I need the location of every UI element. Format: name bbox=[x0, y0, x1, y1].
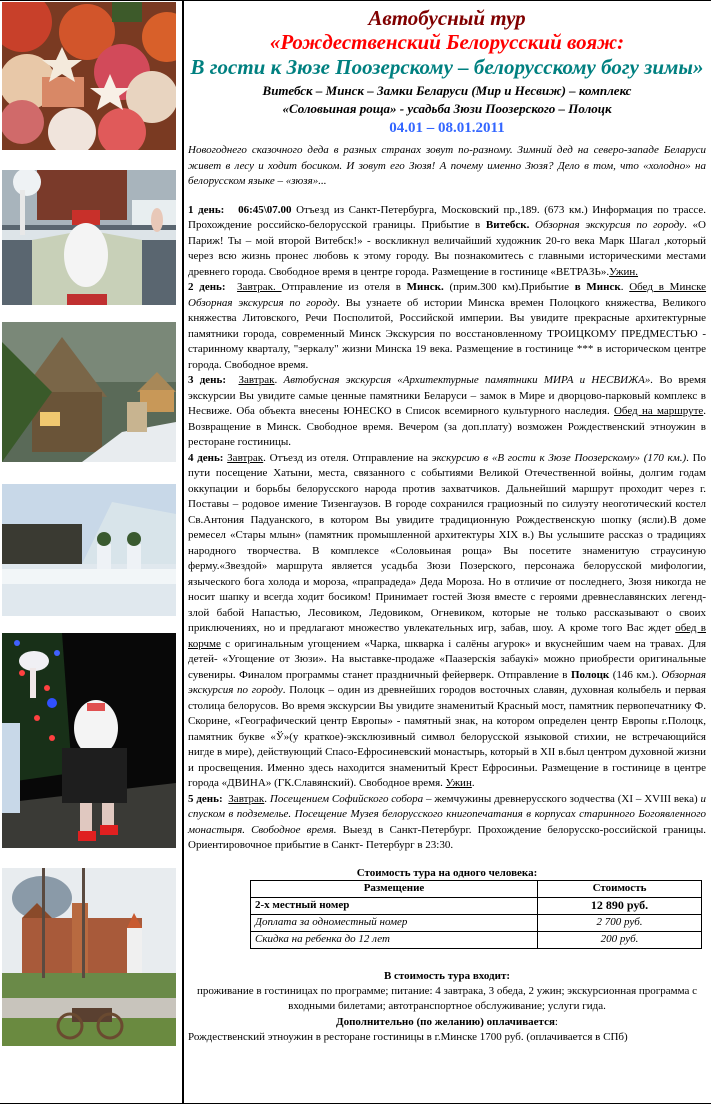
price-row-label: Скидка на ребенка до 12 лет bbox=[251, 931, 538, 948]
photo-wooden-huts bbox=[2, 322, 176, 462]
day-2-breakfast: Завтрак. bbox=[237, 281, 282, 293]
extra-text: Рождественский этноужин в ресторане гостиницы в г.Минске 1700 руб. (оплачивается в СПб) bbox=[188, 1030, 628, 1043]
included-title: В стоимость тура входит: bbox=[383, 969, 511, 982]
day-5-text: – жемчужины древнерусского зодчества (XI – XVIII века) bbox=[423, 792, 701, 805]
day-1-time: 06:45\07.00 bbox=[238, 203, 292, 216]
photo-christmas-cookies bbox=[2, 2, 176, 150]
day-3-text: Во время экскурсии Вы увидите самые ценные памятники Беларуси – замок в Мире и дворцово-парковый комплекс в Несвиже. Оба объекта внесены ЮНЕСКО в Список всемирного культурного наследия. bbox=[188, 374, 707, 417]
title-tour-subtitle: В гости к Зюзе Поозерскому – белорусскому богу зимы» bbox=[190, 55, 704, 79]
price-row-value: 200 руб. bbox=[538, 931, 702, 948]
price-row bbox=[251, 914, 702, 931]
content-column bbox=[186, 0, 708, 1104]
day-4-text: . Отъезд из отеля. Отправление на bbox=[263, 451, 432, 464]
day-1-label: 1 день: bbox=[188, 203, 225, 216]
day-5-text-2: Выезд в Санкт-Петербург. Прохождение белорусско-российской границы. Ориентировочное прибытие в Санкт- Петербург в 23:30. bbox=[188, 823, 706, 851]
price-row-label: Доплата за одноместный номер bbox=[251, 914, 538, 931]
photo-mir-castle bbox=[2, 868, 176, 1046]
extra-title bbox=[186, 1015, 708, 1030]
photo-column bbox=[0, 0, 184, 1104]
day-1-text-2: . «О Париж! Ты – мой второй Витебск!» - воскликнул величайший художник 20-го века Марк Шагал ,который через всю жизнь пронес любовь к этому городу. Вы познакомитесь с главными историческими местами древнего города. Свободное время в центре города. Размещение в гостинице «ВЕТРАЗЬ». bbox=[188, 219, 706, 278]
price-row bbox=[251, 897, 702, 914]
day-4-text-5: . Полоцк – один из древнейших городов восточных славян, духовная колыбель и первая столица белорусов. Во время экскурсии Вы увидите знаменитый Красный мост, памятник первопечатнику Ф. Скорине, «Географический центр Европы» - памятный знак, на котором определен центр Европы г.Полоцк, памятник букве «Ў»(у краткое)-эксклюзивный символ белорусской языковой стихии, не встречающийся нигде в мире), действующий Спасо-Ефросиневский монастырь, который в XII в.был центром духовной жизни и просвещения. Именно здесь находится знаменитый Крест Ефросиньи. Размещение в гостинице в центре города «ДВИНА» (ГК.Славянский). Свободное время. bbox=[188, 684, 706, 789]
day-5-excursion: Посещением Софийского собора bbox=[269, 792, 424, 805]
tour-dates: 04.01 – 08.01.2011 bbox=[389, 120, 505, 136]
price-header-row bbox=[251, 880, 702, 897]
day-4-text-4: (146 км.). bbox=[609, 668, 662, 681]
day-5-breakfast: Завтрак bbox=[228, 792, 265, 805]
day-4: 4 день: Завтрак. Отъезд из отеля. Отправление на экскурсию в «В гости к Зюзе Поозерскому» (170 км.). По пути посещение Хатыни, места, связанного с событиями Великой Отечественной войны, долгим годам оккупации и борьбы белорусского народа против захватчиков. Дальнейший маршрут проходит через г. Поставы – родовое имение Тизенгаузов. В городе сохранился грациозный по силуэту неоготический костел Св.Антония Падуанского, в котором Вы увидите традиционную Рождественскую шопку (ясли).В доме ремесел «Стары млын» (памятник промышленной архитектуры XIX в.) Вы услышите рассказ о традициях народного творчества. В комплексе «Соловьиная роща» Вы посетите знаменитую страусиную ферму.«Звездой» маршрута является усадьба Зюзи Позерского, персонажа белорусской мифологии, языческого бога холода и мороза, «прапрадеда» Деда Мороза. Но в отличие от последнего, Зюзя никогда не носит шапку и всегда ходит босиком! Принимает гостей Зюзя вместе с героями древнеславянских легенд- злой бабой Напастью, Лесовиком, Ледовиком, Огневиком, которые не только рассказывают о своих приключениях, но и предлагают множество увлекательных игр, забав, шоу. А кроме того Вас ждет обед в корчме с оригинальным угощением «Чарка, шкварка і салёны агурок» и вкуснейшим чаем на травах. Для детей- «Угощение от Зюзи». На выставке-продаже «Паазерскія забаукі» можно приобрести оригинальные сувениры. Финалом программы станет праздничный фейерверк. Отправление в Полоцк (146 км.). Обзорная экскурсия по городу. Полоцк – один из древнейших городов восточных славян, духовная колыбель и первая столица белорусов. Во время экскурсии Вы увидите знаменитый Красный мост, памятник первопечатнику Ф. Скорине, «Географический центр Европы» - памятный знак, на котором определен центр Европы г.Полоцк, памятник букве «Ў»(у краткое)-эксклюзивный символ белорусской языковой стихии, не встречающийся нигде в мире), действующий Спасо-Ефросиневский монастырь, который в XII в.был центром духовной жизни и просвещения. Именно здесь находится знаменитый Крест Ефросиньи. Размещение в гостинице в центре города «ДВИНА» (ГК.Славянский). Свободное время. Ужин. bbox=[188, 451, 707, 789]
day-4-breakfast: Завтрак bbox=[227, 451, 264, 464]
day-5 bbox=[188, 792, 706, 854]
price-header-accommodation: Размещение bbox=[251, 880, 538, 897]
day-2-label: 2 день: bbox=[188, 281, 226, 293]
day-4-dinner: Ужин bbox=[445, 777, 472, 789]
day-3-text-2: . Возвращение в Минск. Свободное время. Вечером (за доп.плату) возможен Рождественский этноужин в ресторане гостиницы. bbox=[188, 405, 707, 448]
day-2 bbox=[188, 280, 706, 373]
day-5-sep: . bbox=[264, 792, 270, 805]
day-4-excursion: экскурсию в «В гости к Зюзе Поозерскому» (170 км.) bbox=[431, 451, 687, 464]
day-4-label: 4 день: bbox=[188, 451, 224, 464]
photo-ice-sculptures bbox=[2, 484, 176, 616]
day-1 bbox=[188, 203, 706, 281]
day-2-lunch: Обед в Минске bbox=[629, 281, 707, 293]
day-5-label: 5 день: bbox=[188, 792, 223, 805]
itinerary bbox=[188, 203, 706, 854]
day-2-text-3: . bbox=[620, 281, 630, 293]
price-header-cost: Стоимость bbox=[538, 880, 702, 897]
day-3-excursion: Автобусная экскурсия «Архитектурные памятники МИРА и НЕСВИЖА». bbox=[283, 374, 654, 386]
day-4-text-2: . По пути посещение Хатыни, места, связанного с событиями Великой Отечественной войны, долгим годам оккупации и борьбы белорусского народа против захватчиков. Дальнейший маршрут проходит через г. Поставы – родовое имение Тизенгаузов. В городе сохранился грациозный по силуэту неоготический костел Св.Антония Падуанского, в котором Вы увидите традиционную Рождественскую шопку (ясли).В доме ремесел «Стары млын» (памятник промышленной архитектуры XIX в.) Вы услышите рассказ о традициях народного творчества. В комплексе «Соловьиная роща» Вы посетите знаменитую страусиную ферму.«Звездой» маршрута является усадьба Зюзи Позерского, персонажа белорусской мифологии, языческого бога холода и мороза, «прапрадеда» Деда Мороза. Но в отличие от последнего, Зюзя никогда не носит шапку и всегда ходит босиком! Принимает гостей Зюзя вместе с героями древнеславянских легенд- злой бабой Напастью, Лесовиком, Ледовиком, Огневиком, которые не только рассказывают о своих приключениях, но и предлагают множество увлекательных игр, забав, шоу. А кроме того Вас ждет bbox=[188, 451, 707, 634]
day-4-text-3: с оригинальным угощением «Чарка, шкварка і салёны агурок» и вкуснейшим чаем на травах. Для детей- «Угощение от Зюзи». На выставке-продаже «Паазерскія забаукі» можно приобрести оригинальные сувениры. Финалом программы станет праздничный фейерверк. Отправление в bbox=[188, 637, 706, 681]
day-1-text: Отъезд из Санкт-Петербурга, Московский пр.,189. (673 км.) Информация по трассе. Прохождение российско-белорусской границы. Прибытие в bbox=[188, 203, 707, 231]
included-text: проживание в гостиницах по программе; питание: 4 завтрака, 3 обеда, 2 ужин; экскурсионная программа с входными билетами; автотранспортное обслуживание; услуги гида. bbox=[196, 984, 698, 1012]
day-3-label: 3 день: bbox=[188, 374, 227, 386]
price-row-value: 2 700 руб. bbox=[538, 914, 702, 931]
route-line-1: Витебск – Минск – Замки Беларуси (Мир и Несвиж) – комплекс bbox=[262, 83, 632, 98]
title-tour-name: «Рождественский Белорусский вояж: bbox=[269, 30, 625, 54]
day-3-sep: . bbox=[274, 374, 284, 386]
price-row bbox=[251, 931, 702, 948]
day-2-city: Минск. bbox=[406, 281, 444, 293]
title-bus-tour: Автобусный тур bbox=[368, 6, 526, 30]
day-1-excursion: Обзорная экскурсия по городу bbox=[529, 219, 685, 231]
intro-paragraph: Новогоднего сказочного деда в разных странах зовут по-разному. Зимний дед на северо-западе Беларуси живет в лесу и ходит босиком. И зовут его Зюзя! А почему именно Зюзя? Дело в том, что «холодно» на белорусском языке – «зюзя»... bbox=[188, 144, 706, 187]
extra-title-text: Дополнительно (по желанию) оплачивается bbox=[336, 1015, 555, 1028]
photo-ded-moroz bbox=[2, 170, 176, 305]
day-4-lunch: обед в корчме bbox=[188, 622, 707, 650]
day-1-city: Витебск. bbox=[485, 219, 530, 231]
price-row-value: 12 890 руб. bbox=[538, 897, 702, 914]
day-4-city: Полоцк bbox=[570, 668, 610, 681]
photo-ziuzia-night bbox=[2, 633, 176, 848]
day-2-excursion: Обзорная экскурсия по городу bbox=[188, 296, 338, 309]
day-2-city-2: в Минск bbox=[574, 281, 621, 293]
day-3-breakfast: Завтрак bbox=[238, 374, 275, 386]
day-1-dinner: Ужин. bbox=[609, 265, 639, 278]
day-2-text-2: (прим.300 км).Прибытие bbox=[443, 281, 575, 293]
price-table bbox=[250, 880, 702, 949]
price-title: Стоимость тура на одного человека: bbox=[356, 866, 538, 879]
extra-title-colon: : bbox=[554, 1015, 558, 1028]
day-5-excursion-2: и спуском в подземелье. Посещение Музея белорусского книгопечатания в корпусах старинного Богоявленного монастыря. Свободное время. bbox=[188, 792, 706, 836]
day-2-text-4: . Вы узнаете об истории Минска времен Полоцкого княжества, Великого княжества Литовского, Речи Посполитой, Российской империи. Вы увидите прекрасные архитектурные памятники города, современный Минск Экскурсия по восстановленному ТРОИЦКОМУ ПРЕДМЕСТЬЮ - старинному кварталу, "зеркалу" жизни Минска 19 века. Размещение в гостинице *** в историческом центре города. Свободное время. bbox=[188, 296, 707, 371]
day-3-lunch: Обед на маршруте bbox=[613, 405, 704, 417]
day-4-excursion-2: Обзорная экскурсия по городу bbox=[188, 668, 706, 696]
day-2-text: Отправление из отеля в bbox=[281, 281, 407, 293]
price-row-label: 2-х местный номер bbox=[251, 897, 538, 914]
route-line-2: «Соловьиная роща» - усадьба Зюзи Поозерского – Полоцк bbox=[282, 101, 612, 116]
day-3 bbox=[188, 373, 706, 451]
